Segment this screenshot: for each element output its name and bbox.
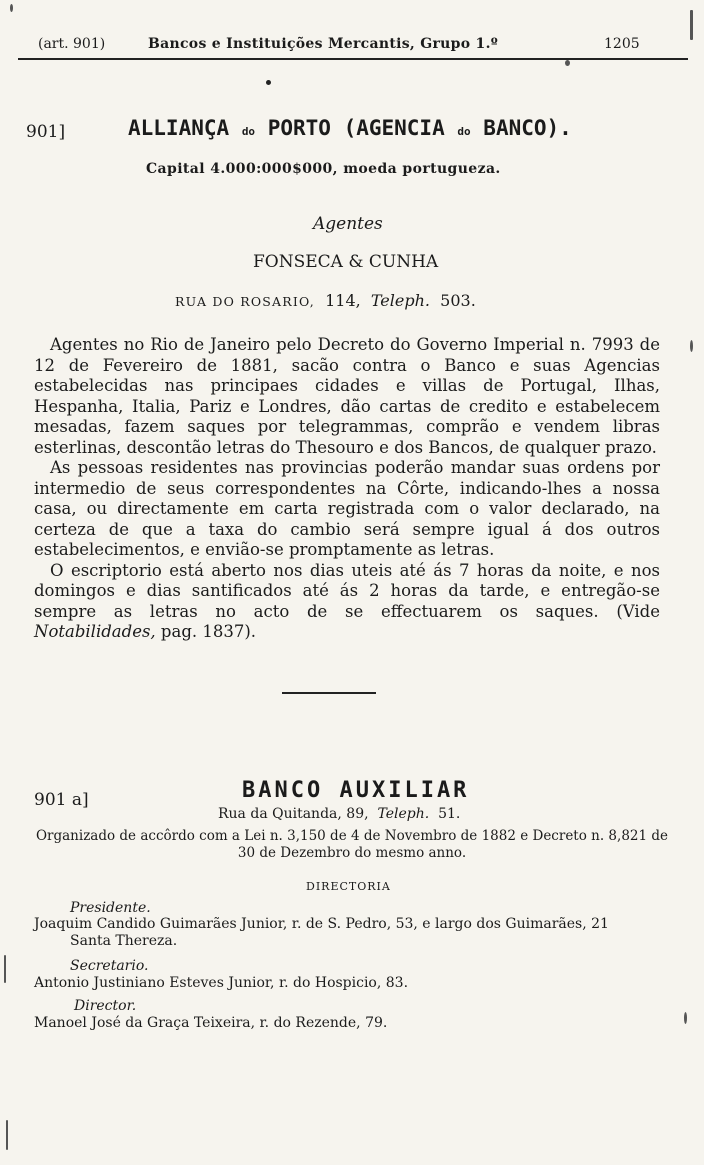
- title-part-alliance: ALLIANÇA: [128, 116, 230, 140]
- scan-speck: [6, 1120, 8, 1150]
- address-line-2: [218, 806, 460, 822]
- title-part-do-2: do: [457, 125, 471, 138]
- page-header-article-ref: (art. 901): [38, 36, 106, 52]
- phone-number: 503.: [440, 291, 476, 310]
- role-director: Director.: [74, 998, 137, 1014]
- phone-label: Teleph.: [370, 291, 430, 310]
- address-line: [175, 291, 476, 310]
- scan-speck: [690, 340, 693, 352]
- title-part-banco: BANCO).: [483, 116, 572, 140]
- director-president-name-cont: Santa Thereza.: [70, 933, 178, 949]
- address-street: RUA DO ROSARIO,: [175, 294, 315, 309]
- page-number: 1205: [604, 36, 640, 52]
- director-president-name: Joaquim Candido Guimarães Junior, r. de S. Pedro, 53, e largo dos Guimarães, 21: [34, 916, 609, 932]
- phone-number-2: 51.: [438, 806, 461, 822]
- ornament-dot: [266, 80, 271, 85]
- directory-heading: DIRECTORIA: [306, 880, 391, 893]
- page-header-section-title: Bancos e Instituições Mercantis, Grupo 1.º: [148, 36, 499, 52]
- entry-body: [34, 335, 660, 643]
- organized-note: Organizado de accôrdo com a Lei n. 3,150 de 4 de Novembro de 1882 e Decreto n. 8,821 de 30 de Dezembro do mesmo anno.: [35, 828, 669, 861]
- entry-title-2: BANCO AUXILIAR: [242, 778, 470, 803]
- agents-label: Agentes: [313, 214, 383, 234]
- entry-title: [128, 116, 572, 140]
- paragraph-1: Agentes no Rio de Janeiro pelo Decreto do Governo Imperial n. 7993 de 12 de Fevereiro de 1881, sacão contra o Banco e suas Agencias estabelecidas nas principaes cidades e villas de Portugal, Ilhas, Hespanha, Italia, Pariz e Londres, dão cartas de credito e estabelecem mesadas, fazem saques por telegrammas, comprão e vendem libras esterlinas, descontão letras do Thesouro e dos Bancos, de qualquer prazo.: [34, 335, 660, 457]
- director-secretary-name: Antonio Justiniano Esteves Junior, r. do Hospicio, 83.: [34, 975, 409, 991]
- title-part-do-1: do: [241, 125, 256, 138]
- scan-speck: [690, 10, 693, 40]
- paragraph-3-text: O escriptorio está aberto nos dias uteis até ás 7 horas da noite, e nos domingos e dias santificados até ás 2 horas da tarde, e entregão-se sempre as letras no acto de se effectuarem os saques. (Vide: [34, 560, 660, 621]
- section-separator: [282, 692, 376, 694]
- scan-speck: [684, 1012, 687, 1024]
- phone-label-2: Teleph.: [377, 806, 430, 822]
- header-rule: [18, 58, 688, 60]
- title-part-porto: PORTO (AGENCIA: [267, 116, 445, 140]
- paragraph-3-end: pag. 1837).: [155, 622, 257, 641]
- scan-speck: [10, 4, 13, 12]
- capital-line: Capital 4.000:000$000, moeda portugueza.: [146, 161, 501, 177]
- role-president: Presidente.: [70, 900, 151, 916]
- paragraph-2: As pessoas residentes nas provincias poderão mandar suas ordens por intermedio de seus correspondentes na Côrte, indicando-lhes a nossa casa, ou directamente em carta registrada com o valor declarado, na certeza de que a taxa do cambio será sempre igual á dos outros estabelecimentos, e envião-se promptamente as letras.: [34, 458, 660, 559]
- director-director-name: Manoel José da Graça Teixeira, r. do Rezende, 79.: [34, 1015, 388, 1031]
- paragraph-3: [34, 561, 660, 643]
- scan-speck: [565, 60, 570, 66]
- entry-number-2: 901 a]: [34, 790, 89, 810]
- role-secretary: Secretario.: [70, 958, 149, 974]
- address-number: 114,: [325, 291, 361, 310]
- address-2: Rua da Quitanda, 89,: [218, 806, 369, 822]
- paragraph-3-italic: Notabilidades,: [34, 622, 156, 641]
- agents-name: FONSECA & CUNHA: [253, 252, 439, 272]
- scan-speck: [4, 955, 6, 983]
- entry-number: 901]: [26, 122, 66, 142]
